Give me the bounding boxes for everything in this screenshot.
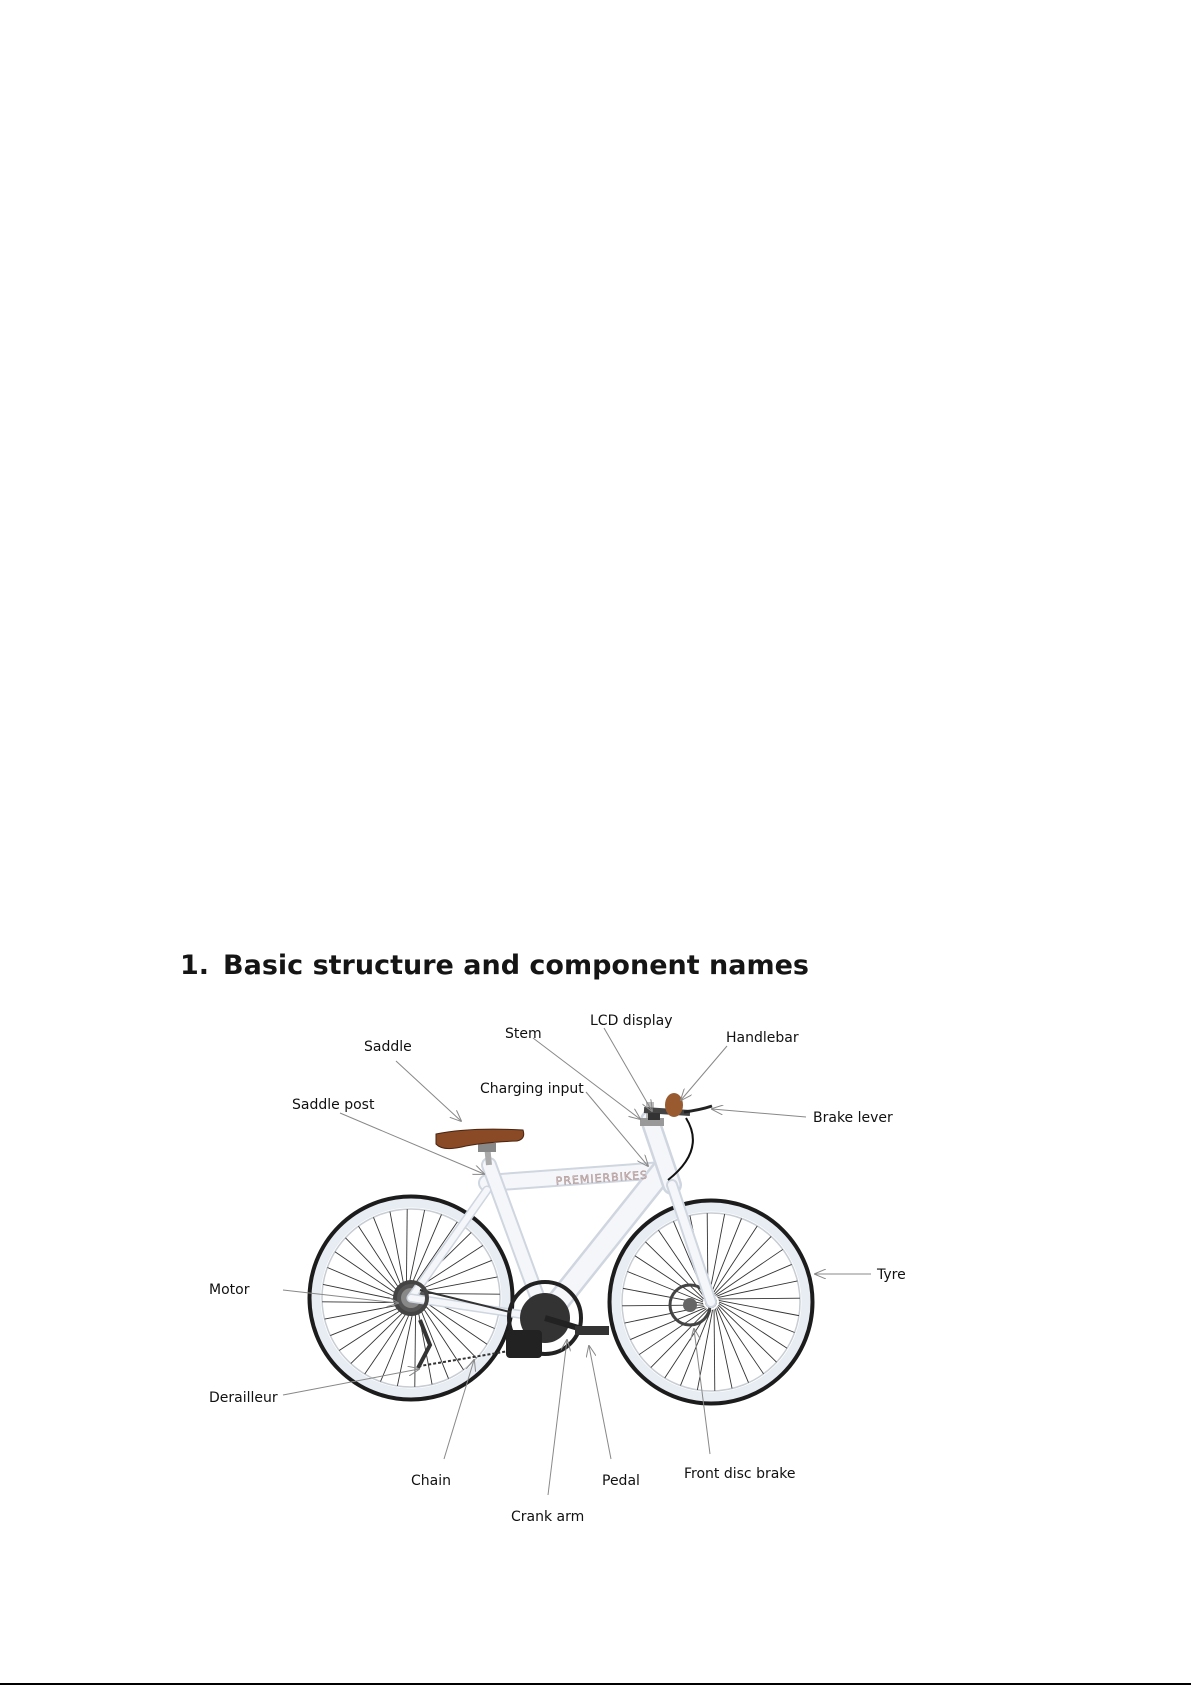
label-saddle-post: Saddle post	[292, 1097, 375, 1113]
wheel-spoke	[415, 1309, 416, 1387]
label-derailleur: Derailleur	[209, 1390, 278, 1406]
wheel-spoke	[718, 1298, 800, 1299]
wheel-spoke	[323, 1284, 399, 1300]
label-crank-arm: Crank arm	[511, 1509, 585, 1525]
section-number: 1.	[180, 950, 210, 981]
label-stem: Stem	[505, 1026, 542, 1042]
wheel-spoke	[715, 1309, 732, 1389]
label-front-disc-brake: Front disc brake	[684, 1466, 796, 1482]
label-motor: Motor	[209, 1282, 250, 1298]
label-saddle: Saddle	[364, 1039, 412, 1055]
wheel-spoke	[351, 1309, 407, 1363]
wheel-spoke	[713, 1226, 758, 1294]
wheel-spoke	[719, 1300, 799, 1315]
wheel-spoke	[714, 1309, 715, 1391]
label-chain: Chain	[411, 1473, 451, 1489]
label-pedal: Pedal	[602, 1473, 640, 1489]
wheel-spoke	[719, 1304, 787, 1349]
section-title: Basic structure and component names	[223, 950, 810, 981]
label-charging-input: Charging input	[480, 1081, 584, 1097]
frame-brand-text: PREMIERBIKES	[555, 1168, 649, 1188]
label-tyre: Tyre	[877, 1267, 906, 1283]
wheel-spoke	[718, 1281, 798, 1298]
label-handlebar: Handlebar	[726, 1030, 799, 1046]
label-lcd-display: LCD display	[590, 1013, 673, 1029]
wheel-spoke	[345, 1238, 399, 1294]
label-brake-lever: Brake lever	[813, 1110, 893, 1126]
bicycle-illustration	[310, 1093, 812, 1403]
wheel-spoke	[709, 1214, 724, 1294]
wheel-spoke	[397, 1310, 413, 1386]
wheel-spoke	[406, 1209, 407, 1287]
